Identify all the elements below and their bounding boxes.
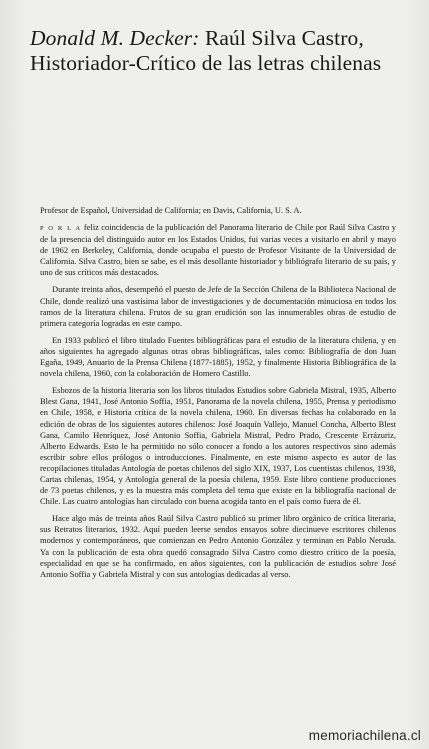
title-line2: Historiador-Crítico de las letras chilenas: [30, 51, 382, 75]
paragraph-5: Hace algo más de treinta años Raúl Silva Castro publicó su primer libro orgánico de crítica literaria, sus Retratos literarios, 1932. Aquí pueden leerse sendos ensayos sobre diecinueve escritores chilenos modernos y contemporáneos, que comienzan en Pedro Antonio González y terminan en Pablo Neruda. Ya con la publicación de esta obra quedó consagrado Silva Castro como diestro crítico de la poesía, especialidad en que se ha confirmado, en años siguientes, con la publicación de estudios sobre José Antonio Soffia y Gabriela Mistral y con sus antologías dedicadas al verso.: [40, 513, 396, 579]
article-body: [40, 222, 396, 586]
author-affiliation: Profesor de Español, Universidad de California; en Davis, California, U. S. A.: [40, 206, 302, 215]
article-title: [30, 26, 415, 76]
paragraph-1: [40, 222, 396, 278]
paragraph-3: En 1933 publicó el libro titulado Fuentes bibliográficas para el estudio de la literatura chilena, y en años siguientes ha agregado algunas otras obras bibliográficas, tales como: Bibliografía de don Juan Egaña, 1949, Anuario de la Prensa Chilena (1877-1885), 1952, y finalmente Historia Bibliográfica de la novela chilena, 1960, con la colaboración de Homero Castillo.: [40, 334, 396, 379]
title-line1: Raúl Silva Castro,: [199, 26, 364, 50]
paragraph-lead: P O R L A: [40, 225, 82, 232]
title-author: Donald M. Decker:: [30, 26, 200, 50]
watermark-text: memoriachilena.cl: [308, 728, 421, 743]
paragraph-4: Esbozos de la historia literaria son los libros titulados Estudios sobre Gabriela Mistral, 1935, Alberto Blest Gana, 1941, José Antonio Soffia, 1951, Panorama de la novela chilena, 1955, Prensa y periodismo en Chile, 1958, e Historia crítica de la novela chilena, 1960. En diversas fechas ha colaborado en la edición de obras de los siguientes autores chilenos: José Joaquín Vallejo, Manuel Concha, Alberto Blest Gana, Camilo Henríquez, José Antonio Soffia, Gabriela Mistral, Pedro Prado, Crescente Errázuriz, Alberto Edwards. Esto le ha permitido no sólo conocer a fondo a los autores respectivos sino además escribir sobre ellos prólogos o introducciones. Finalmente, en este mismo aspecto es autor de las recopilaciones tituladas Antología de poetas chilenos del siglo XIX, 1937, Los cuentistas chilenos, 1938, Cartas chilenas, 1954, y Antología general de la poesía chilena, 1959. Este libro contiene producciones de 73 poetas chilenos, y es la muestra más completa del tema que existe en la bibliografía nacional de Chile. Las cuatro antologías han circulado con buena acogida tanto en el país como fuera de él.: [40, 385, 396, 507]
paragraph-text: feliz coincidencia de la publicación del Panorama literario de Chile por Raúl Silva Castro y de la presencia del distinguido autor en los Estados Unidos, fui varias veces a visitarlo en abril y mayo de 1962 en Berkeley, California, donde ocupaba el puesto de Profesor Visitante de la Universidad de California. Silva Castro, bien se sabe, es el más desollante historiador y bibliógrafo literario de su país, y uno de sus críticos más destacados.: [40, 222, 397, 278]
paragraph-2: Durante treinta años, desempeñó el puesto de Jefe de la Sección Chilena de la Biblioteca Nacional de Chile, donde realizó una vastísima labor de investigaciones y de documentación minuciosa en todos los ramos de la literatura chilena. Frutos de su gran erudición son las innumerables obras de estudio de primera categoría logradas en este campo.: [40, 284, 396, 328]
